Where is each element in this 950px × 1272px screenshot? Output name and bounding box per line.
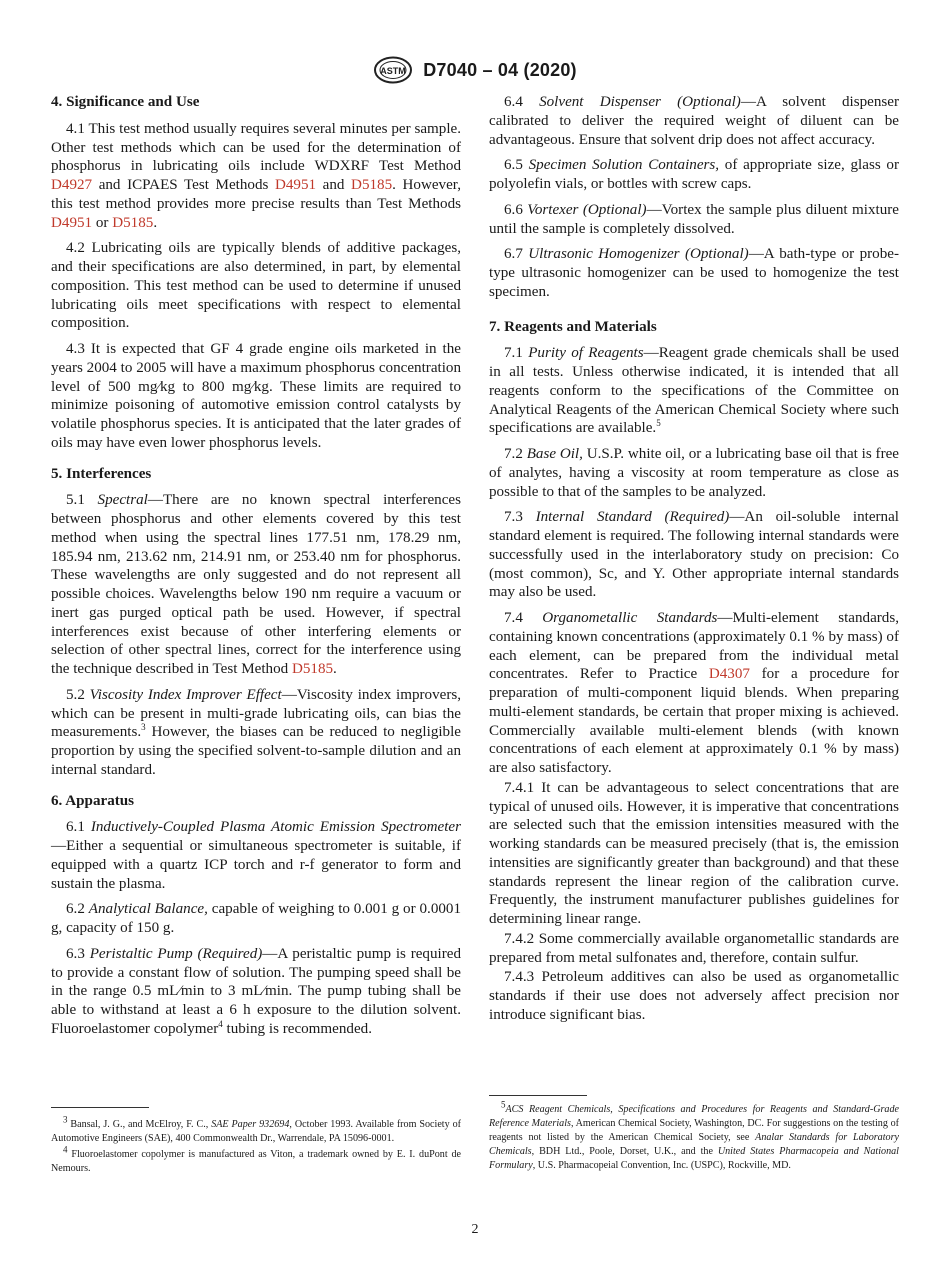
footnote-3: $^3$ Bansal, J. G., and McElroy, F. C., SAE Paper 932694, October 1993. Available from Society of Automotive Engineers (SAE), 400 Commonwealth Dr., Warrendale, PA 15096-0001. <box>51 1114 461 1145</box>
section-heading: 5. Interferences <box>51 465 152 482</box>
paragraph-7-4-2: 7.4.2 Some commercially available organometallic standards are prepared from metal sulfonates and, therefore, contain sulfur. <box>489 930 899 966</box>
svg-text:ASTM: ASTM <box>380 66 406 76</box>
section-heading: 7. Reagents and Materials <box>489 318 657 335</box>
page-number: 2 <box>471 1222 479 1237</box>
footnotes-right <box>489 1099 900 1175</box>
paragraph-4-3: 4.3 It is expected that GF 4 grade engine oils marketed in the years 2004 to 2005 will have a maximum phosphorus concentration level of 500 mg⁄kg to 800 mg⁄kg. These limits are required to minimize poisoning of automotive emission control catalysts by volatile phosphorus species. It is anticipated that the later grades of oils may have even lower phosphorus levels. <box>51 341 461 451</box>
footnote-ref[interactable]: 3 <box>141 722 146 733</box>
section-heading: 6. Apparatus <box>51 792 135 809</box>
paragraph-4-1: 4.1 This test method usually requires several minutes per sample. Other test methods which can be used for the determination of phosphorus in lubricating oils include WDXRF Test Method D4927 and ICPAES Test Methods D4951 and D5185. However, this test method provides more precise results than Test Methods D4951 or D5185. <box>51 120 461 231</box>
paragraph-7-2: 7.2 Base Oil, U.S.P. white oil, or a lubricating base oil that is free of analytes, having a viscosity at room temperature as close as possible to that of the samples to be analyzed. <box>489 446 899 500</box>
paragraph-6-3: 6.3 Peristaltic Pump (Required)—A peristaltic pump is required to provide a constant flow of solution. The pumping speed shall be in the range 0.5 mL⁄min to 3 mL⁄min. The pump tubing shall be able to withstand at least a 6 h exposure to the dilution solvent. Fluoroelastomer copolymer$^4$ tubing is recommended. <box>51 945 461 1037</box>
paragraph-7-3: 7.3 Internal Standard (Required)—An oil-soluble internal standard element is required. The following internal standards were successfully used in the interlaboratory study on precision: Co (most common), Sc, and Y. Other appropriate internal standards may also be used. <box>489 509 900 601</box>
paragraph-6-2: 6.2 Analytical Balance, capable of weighing to 0.001 g or 0.0001 g, capacity of 150 g. <box>51 901 462 936</box>
right-column <box>489 93 899 1026</box>
left-column <box>51 93 461 1046</box>
section-heading: 4. Significance and Use <box>51 94 200 110</box>
paragraph-5-1: 5.1 Spectral—There are no known spectral interferences between phosphorus and other elements covered by this test method when using the spectral lines 177.51 nm, 178.29 nm, 185.94 nm, 213.62 nm, 214.91 nm, or 253.40 nm for phosphorus. These wavelengths are only suggested and do not represent all possible choices. Wavelengths below 190 nm require a vacuum or inert gas purged optical path be used. However, if spectral interferences exist because of other interfering elements or selection of other spectral lines, correct for the interference using the technique described in Test Method D5185. <box>51 492 461 677</box>
paragraph-6-5: 6.5 Specimen Solution Containers, of appropriate size, glass or polyolefin vials, or bottles with screw caps. <box>489 157 899 192</box>
paragraph-7-4-3: 7.4.3 Petroleum additives can also be used as organometallic standards if their use does not adversely affect precision nor introduce significant bias. <box>489 969 899 1023</box>
footnote-divider <box>489 1095 587 1096</box>
ref-link-d5185[interactable]: D5185 <box>112 214 154 231</box>
ref-link-d5185[interactable]: D5185 <box>351 177 393 193</box>
paragraph-4-2: 4.2 Lubricating oils are typically blends of additive packages, and their specifications are also determined, in part, by elemental composition. This test method can be used to determine if unused lubricating oils meet specifications with respect to elemental composition. <box>51 240 461 332</box>
footnote-ref[interactable]: 5 <box>656 418 661 429</box>
paragraph-6-7: 6.7 Ultrasonic Homogenizer (Optional)—A bath-type or probe-type ultrasonic homogenizer can be used to homogenize the test specimen. <box>489 246 900 300</box>
paragraph-6-4: 6.4 Solvent Dispenser (Optional)—A solvent dispenser calibrated to deliver the required weight of diluent can be advantageous. Ensure that solvent drip does not affect accuracy. <box>489 94 900 148</box>
paragraph-7-4: 7.4 Organometallic Standards—Multi-element standards, containing known concentrations (approximately 0.1 % by mass) of each element, can be prepared from the individual metal concentrates. Refer to Practice D4307 for a procedure for preparation of multi-component liquid blends. When preparing multi-element standards, be certain that proper mixing is achieved. Commercially available multi-element blends (with known concentrations of each element at approximately 0.1 % by mass) are also satisfactory. <box>489 610 899 776</box>
ref-link-d4927[interactable]: D4927 <box>51 177 93 193</box>
astm-logo-icon <box>373 56 413 84</box>
ref-link-d4951[interactable]: D4951 <box>51 214 93 231</box>
ref-link-d4307[interactable]: D4307 <box>708 666 750 683</box>
footnote-ref[interactable]: 4 <box>218 1018 223 1029</box>
footnote-5: $^5$ACS Reagent Chemicals, Specifications and Procedures for Reagents and Standard-Grade Reference Materials, American Chemical Society, Washington, DC. For suggestions on the testing of reagents not listed by the American Chemical Society, see Analar Standards for Laboratory Chemicals, BDH Ltd., Poole, Dorset, U.K., and the United States Pharmacopeia and National Formulary, U.S. Pharmacopeial Convention, Inc. (USPC), Rockville, MD. <box>489 1099 900 1172</box>
paragraph-7-1: 7.1 Purity of Reagents—Reagent grade chemicals shall be used in all tests. Unless otherwise indicated, it is intended that all reagents conform to the specifications of the Committee on Analytical Reagents of the American Chemical Society where such specifications are available.$^5$ <box>489 345 900 437</box>
ref-link-d5185[interactable]: D5185 <box>291 661 334 677</box>
footnote-4: $^4$ Fluoroelastomer copolymer is manufactured as Viton, a trademark owned by E. I. duPont de Nemours. <box>51 1144 461 1175</box>
footnotes-left <box>51 1114 461 1178</box>
paragraph-6-1: 6.1 Inductively-Coupled Plasma Atomic Emission Spectrometer—Either a sequential or simultaneous spectrometer is suitable, if equipped with a quartz ICP torch and r-f generator to form and sustain the plasma. <box>51 819 461 892</box>
document-id: D7040 – 04 (2020) <box>423 59 577 80</box>
ref-link-d4951[interactable]: D4951 <box>274 177 317 193</box>
footnote-divider <box>51 1107 149 1108</box>
paragraph-5-2: 5.2 Viscosity Index Improver Effect—Viscosity index improvers, which can be present in multi-grade lubricating oils, can bias the measurements.$^3$ However, the biases can be reduced to negligible proportion by using the specified solvent-to-sample dilution and an internal standard. <box>51 686 462 778</box>
paragraph-6-6: 6.6 Vortexer (Optional)—Vortex the sample plus diluent mixture until the sample is completely dissolved. <box>489 201 899 237</box>
page-header <box>0 56 950 84</box>
paragraph-7-4-1: 7.4.1 It can be advantageous to select concentrations that are typical of unused oils. However, it is imperative that concentrations are selected such that the emission intensities measured with the working standards can be measured precisely (that is, the emission intensities are significantly greater than background) and that these standards represent the linear region of the calibration curve. Frequently, the instrument manufacturer publishes guidelines for determining linear range. <box>489 779 899 927</box>
